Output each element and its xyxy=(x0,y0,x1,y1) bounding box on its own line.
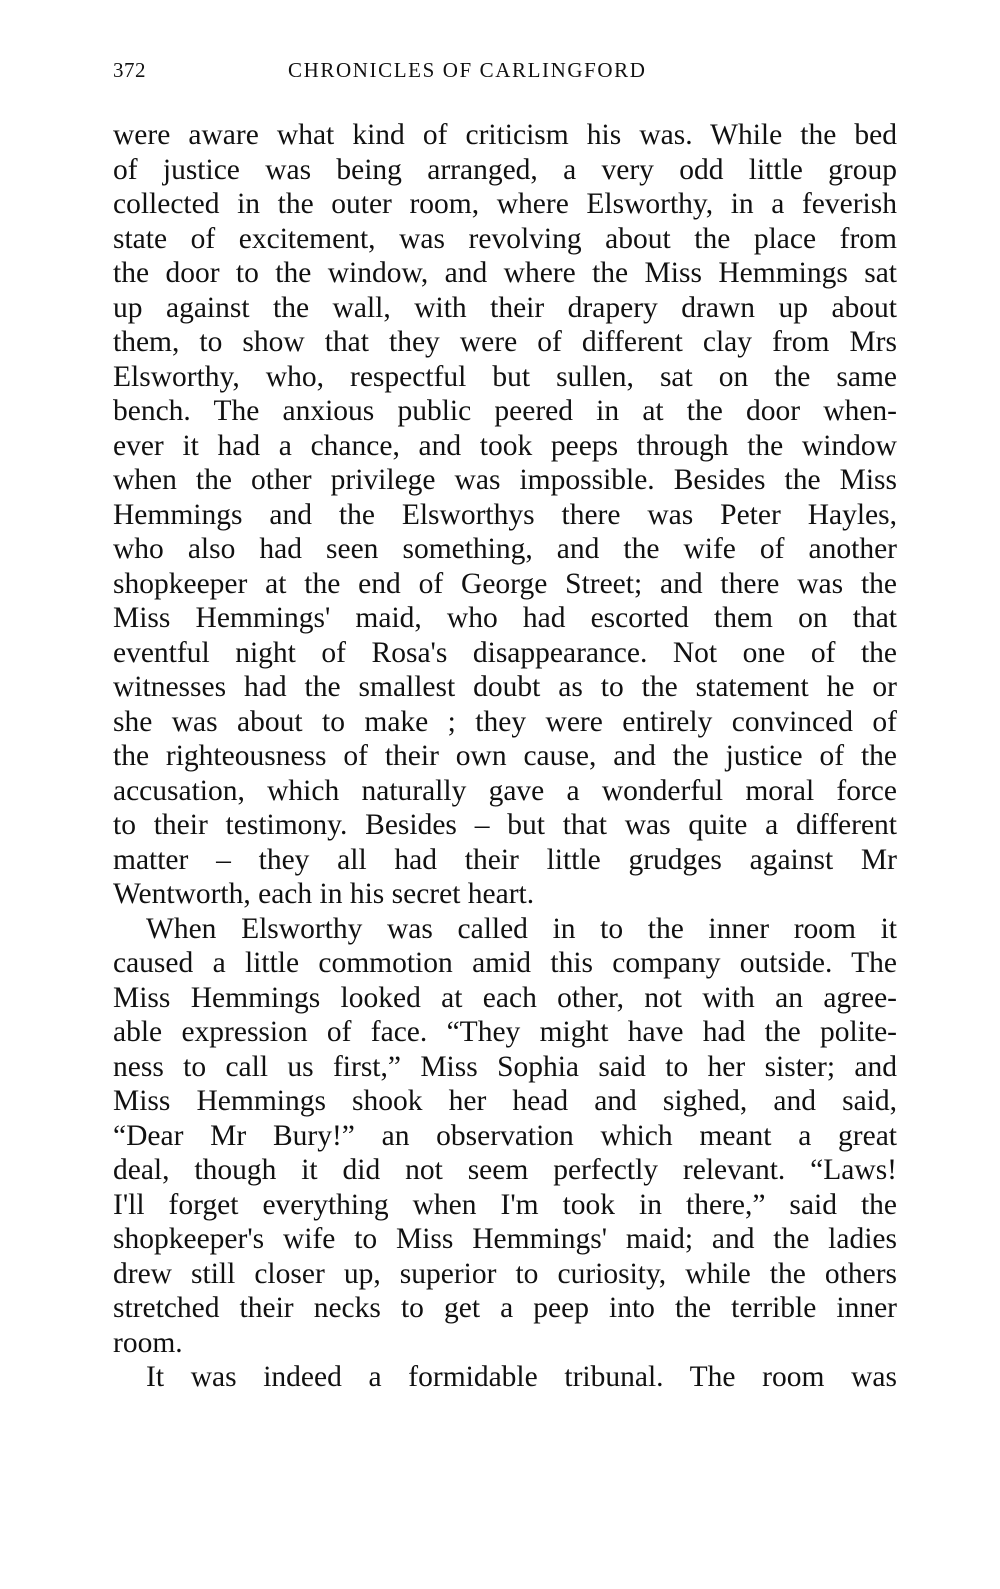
text-line: drew still closer up, superior to curiosity, while the others xyxy=(113,1257,897,1290)
text-line: the righteousness of their own cause, and the justice of the xyxy=(113,740,897,772)
text-line: shopkeeper's wife to Miss Hemmings' maid; and the ladies xyxy=(113,1223,897,1255)
text-line: able expression of face. “They might have had the polite- xyxy=(113,1016,897,1048)
text-line: shopkeeper at the end of George Street; and there was the xyxy=(113,567,897,600)
text-line: Miss Hemmings looked at each other, not with an agree- xyxy=(113,981,897,1014)
body-text xyxy=(113,118,897,1395)
text-line: ever it had a chance, and took peeps through the window xyxy=(113,429,897,462)
text-line: to their testimony. Besides – but that was quite a different xyxy=(113,809,897,841)
text-line: When Elsworthy was called in to the inner room it xyxy=(146,912,897,945)
text-line: stretched their necks to get a peep into the terrible inner xyxy=(113,1292,897,1324)
text-line: Miss Hemmings shook her head and sighed, and said, xyxy=(113,1085,897,1117)
text-line: It was indeed a formidable tribunal. The room was xyxy=(146,1361,897,1393)
text-line: Hemmings and the Elsworthys there was Peter Hayles, xyxy=(113,498,897,531)
text-line: collected in the outer room, where Elsworthy, in a feverish xyxy=(113,188,897,220)
text-line: the door to the window, and where the Miss Hemmings sat xyxy=(113,257,897,289)
text-line: witnesses had the smallest doubt as to the statement he or xyxy=(113,671,897,703)
text-line: room. xyxy=(113,1326,183,1359)
text-line: Miss Hemmings' maid, who had escorted them on that xyxy=(113,602,897,634)
text-line: Elsworthy, who, respectful but sullen, sat on the same xyxy=(113,360,897,393)
text-line: were aware what kind of criticism his was. While the bed xyxy=(113,119,897,151)
text-line: matter – they all had their little grudges against Mr xyxy=(113,843,897,876)
text-line: of justice was being arranged, a very odd little group xyxy=(113,153,897,186)
text-line: accusation, which naturally gave a wonderful moral force xyxy=(113,774,897,807)
text-line: “Dear Mr Bury!” an observation which meant a great xyxy=(113,1119,897,1152)
text-line: caused a little commotion amid this company outside. The xyxy=(113,947,897,979)
text-line: she was about to make ; they were entirely convinced of xyxy=(113,705,897,738)
text-line: who also had seen something, and the wife of another xyxy=(113,533,897,565)
text-line: deal, though it did not seem perfectly relevant. “Laws! xyxy=(113,1154,897,1186)
text-line: Wentworth, each in his secret heart. xyxy=(113,878,535,910)
text-line: ness to call us first,” Miss Sophia said to her sister; and xyxy=(113,1050,897,1083)
text-line: up against the wall, with their drapery drawn up about xyxy=(113,291,897,324)
running-title: CHRONICLES OF CARLINGFORD xyxy=(288,58,647,82)
text-line: when the other privilege was impossible. Besides the Miss xyxy=(113,464,897,496)
text-line: eventful night of Rosa's disappearance. Not one of the xyxy=(113,636,897,669)
text-line: bench. The anxious public peered in at the door when- xyxy=(113,395,897,427)
text-line: them, to show that they were of different clay from Mrs xyxy=(113,326,897,358)
text-line: I'll forget everything when I'm took in there,” said the xyxy=(113,1188,897,1221)
page-number: 372 xyxy=(113,58,146,82)
page-header xyxy=(113,58,897,94)
text-line: state of excitement, was revolving about the place from xyxy=(113,222,897,255)
